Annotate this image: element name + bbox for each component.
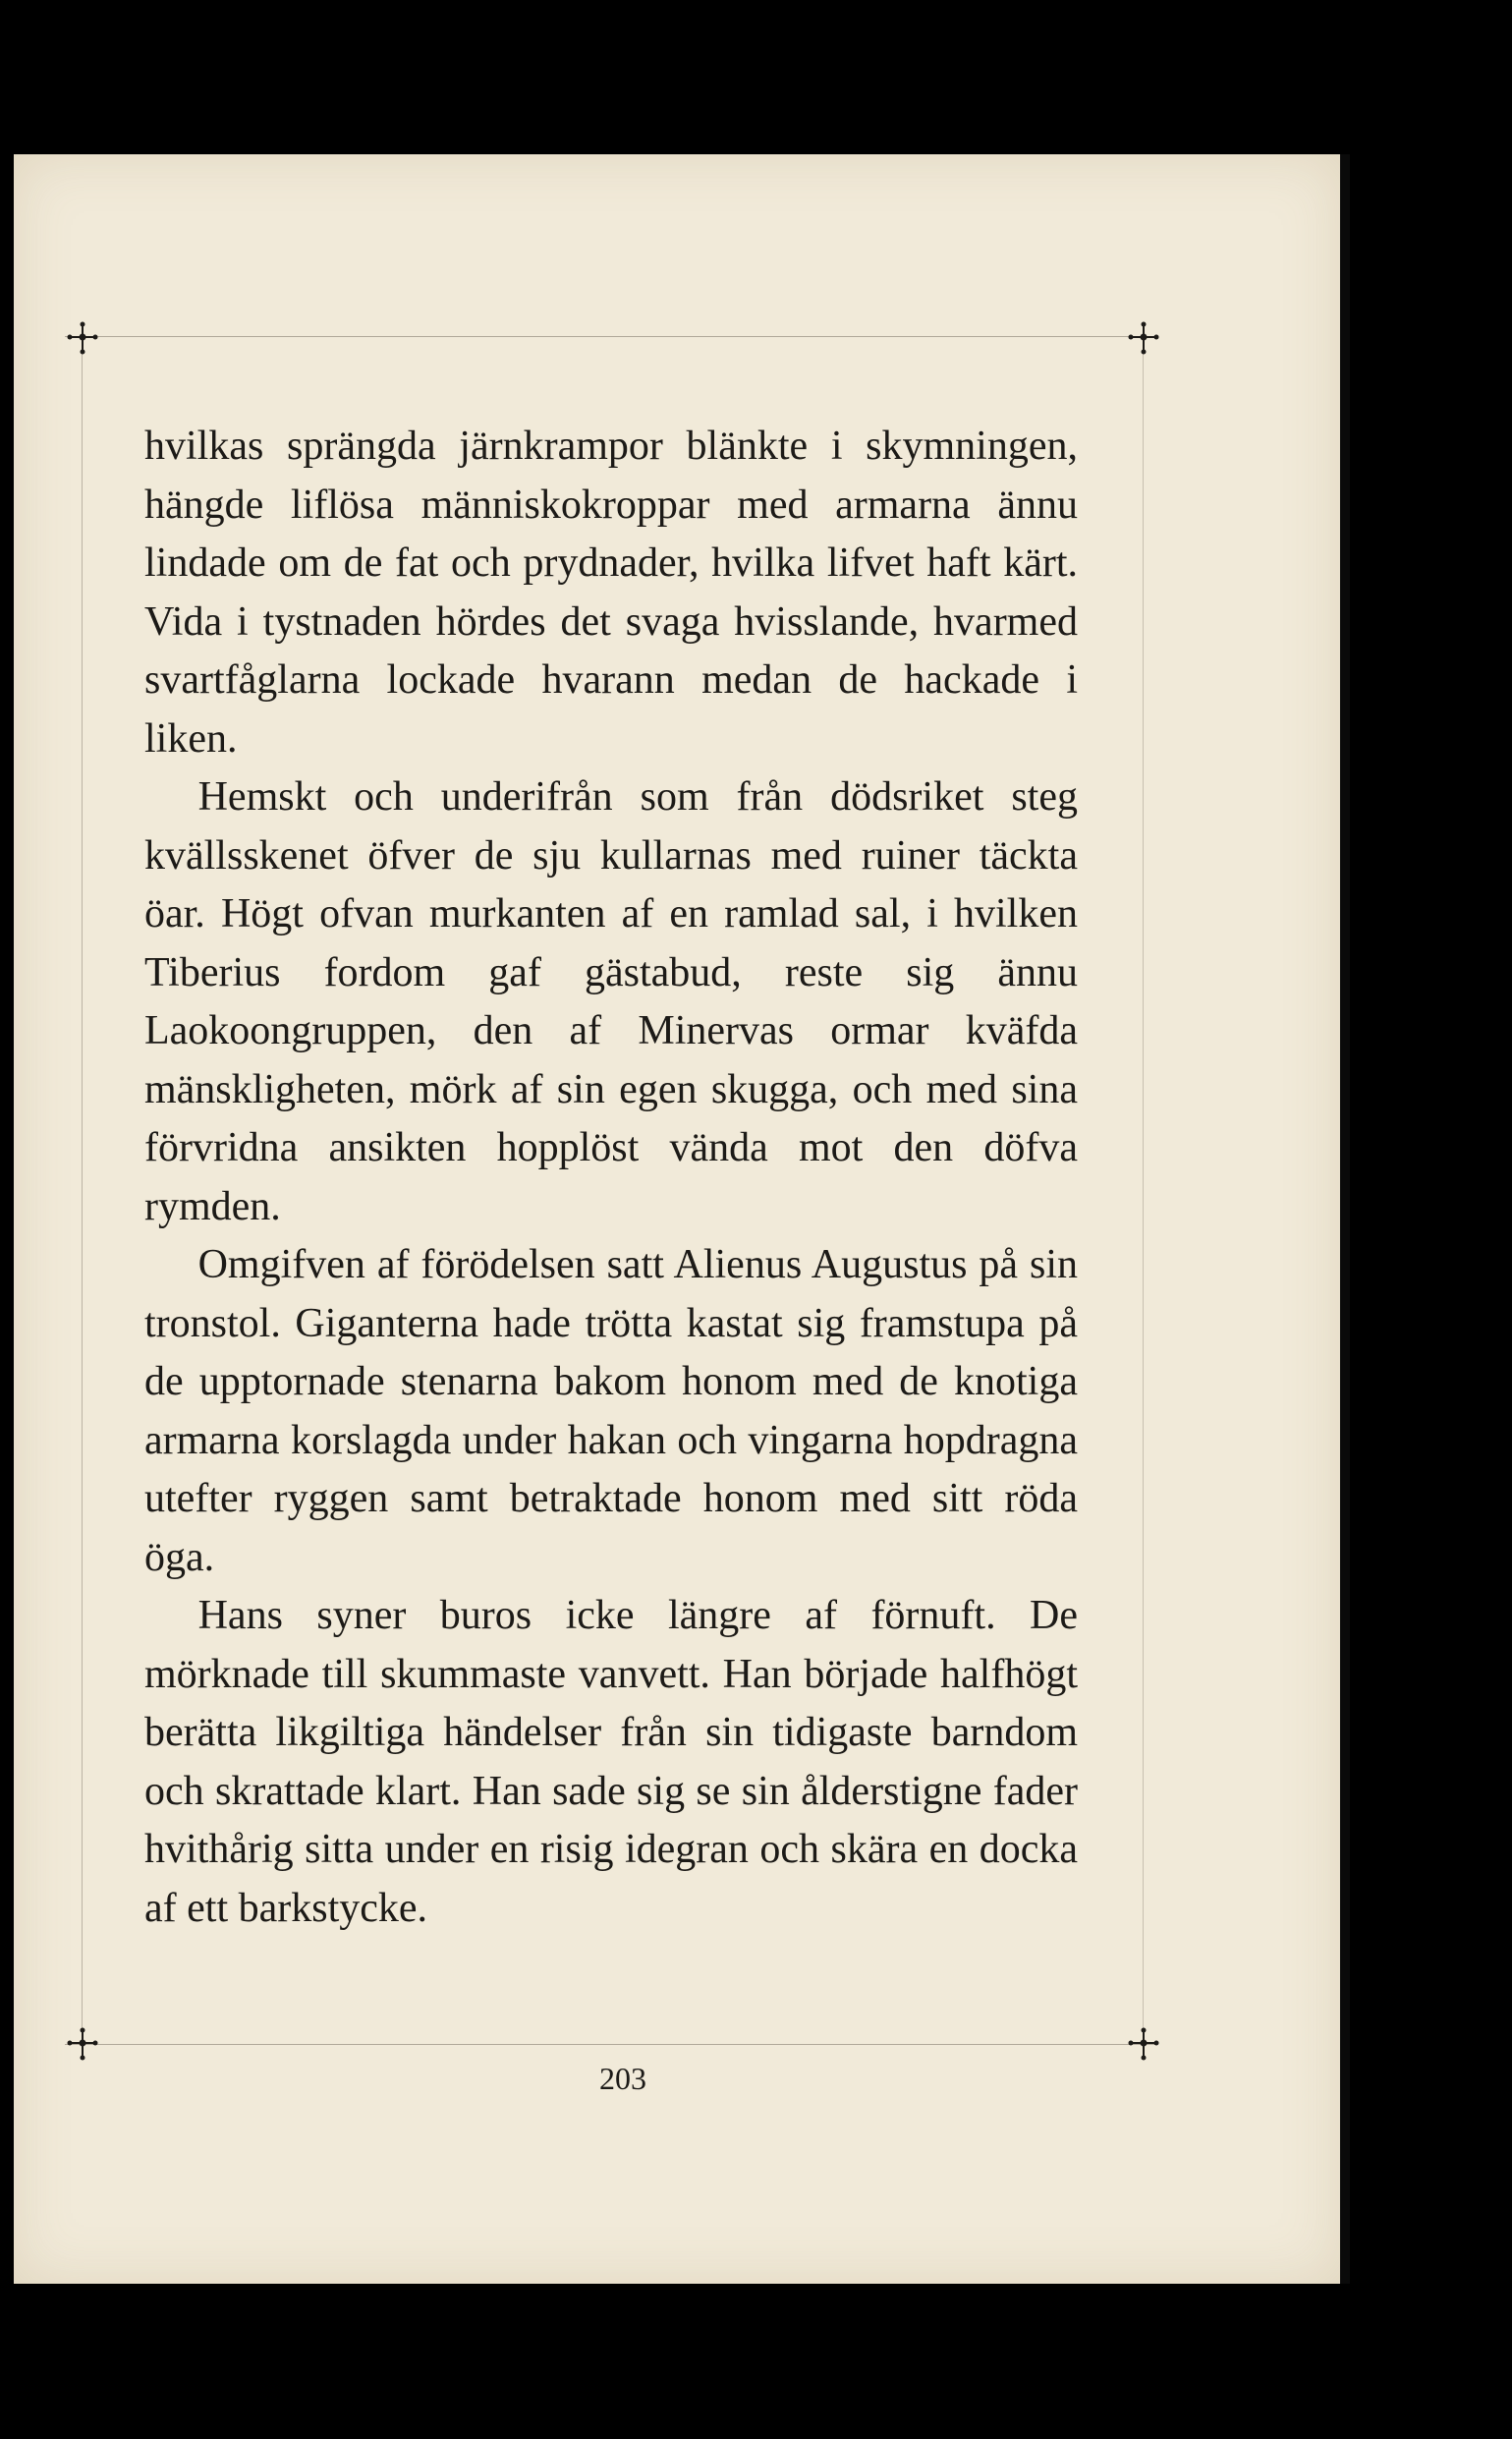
corner-ornament-icon — [1128, 2027, 1159, 2061]
page-number: 203 — [599, 2061, 646, 2096]
top-border-rule — [65, 336, 1155, 337]
corner-ornament-icon — [67, 321, 98, 355]
right-border-rule — [1143, 351, 1144, 2031]
paragraph: hvilkas sprängda järnkrampor blänkte i skymningen, hängde liflösa människokroppar med armarna ännu lindade om de fat och prydnader, hvilka lifvet haft kärt. Vida i tystnaden hördes det svaga hvisslande, hvarmed svartfåglarna lockade hvarann medan de hackade i liken. — [144, 424, 1078, 762]
paragraph: Hemskt och underifrån som från dödsriket steg kvällsskenet öfver de sju kullarnas med ruiner täckta öar. Högt ofvan murkanten af en ramlad sal, i hvilken Tiberius fordom gaf gästabud, reste sig ännu Laokoongruppen, den af Minervas ormar kväfda mänskligheten, mörk af sin egen skugga, och med sina förvridna ansikten hopplöst vända mot den döfva rymden. — [144, 774, 1078, 1229]
left-border-rule — [82, 351, 83, 2031]
body-text — [144, 418, 1078, 1938]
bottom-border-rule — [65, 2044, 1155, 2045]
paragraph: Omgifven af förödelsen satt Alienus Augustus på sin tronstol. Giganterna hade trötta kastat sig framstupa på de upptornade stenarna bakom honom med de knotiga armarna korslagda under hakan och vingarna hopdragna utefter ryggen samt betraktade honom med sitt röda öga. — [144, 1242, 1078, 1580]
paragraph: Hans syner buros icke längre af förnuft. De mörknade till skummaste vanvett. Han började halfhögt berätta likgiltiga händelser från sin tidigaste barndom och skrattade klart. Han sade sig se sin ålderstigne fader hvithårig sitta under en risig idegran och skära en docka af ett barkstycke. — [144, 1593, 1078, 1931]
corner-ornament-icon — [1128, 321, 1159, 355]
corner-ornament-icon — [67, 2027, 98, 2061]
page-edge — [1340, 154, 1350, 2284]
book-page — [14, 154, 1340, 2284]
